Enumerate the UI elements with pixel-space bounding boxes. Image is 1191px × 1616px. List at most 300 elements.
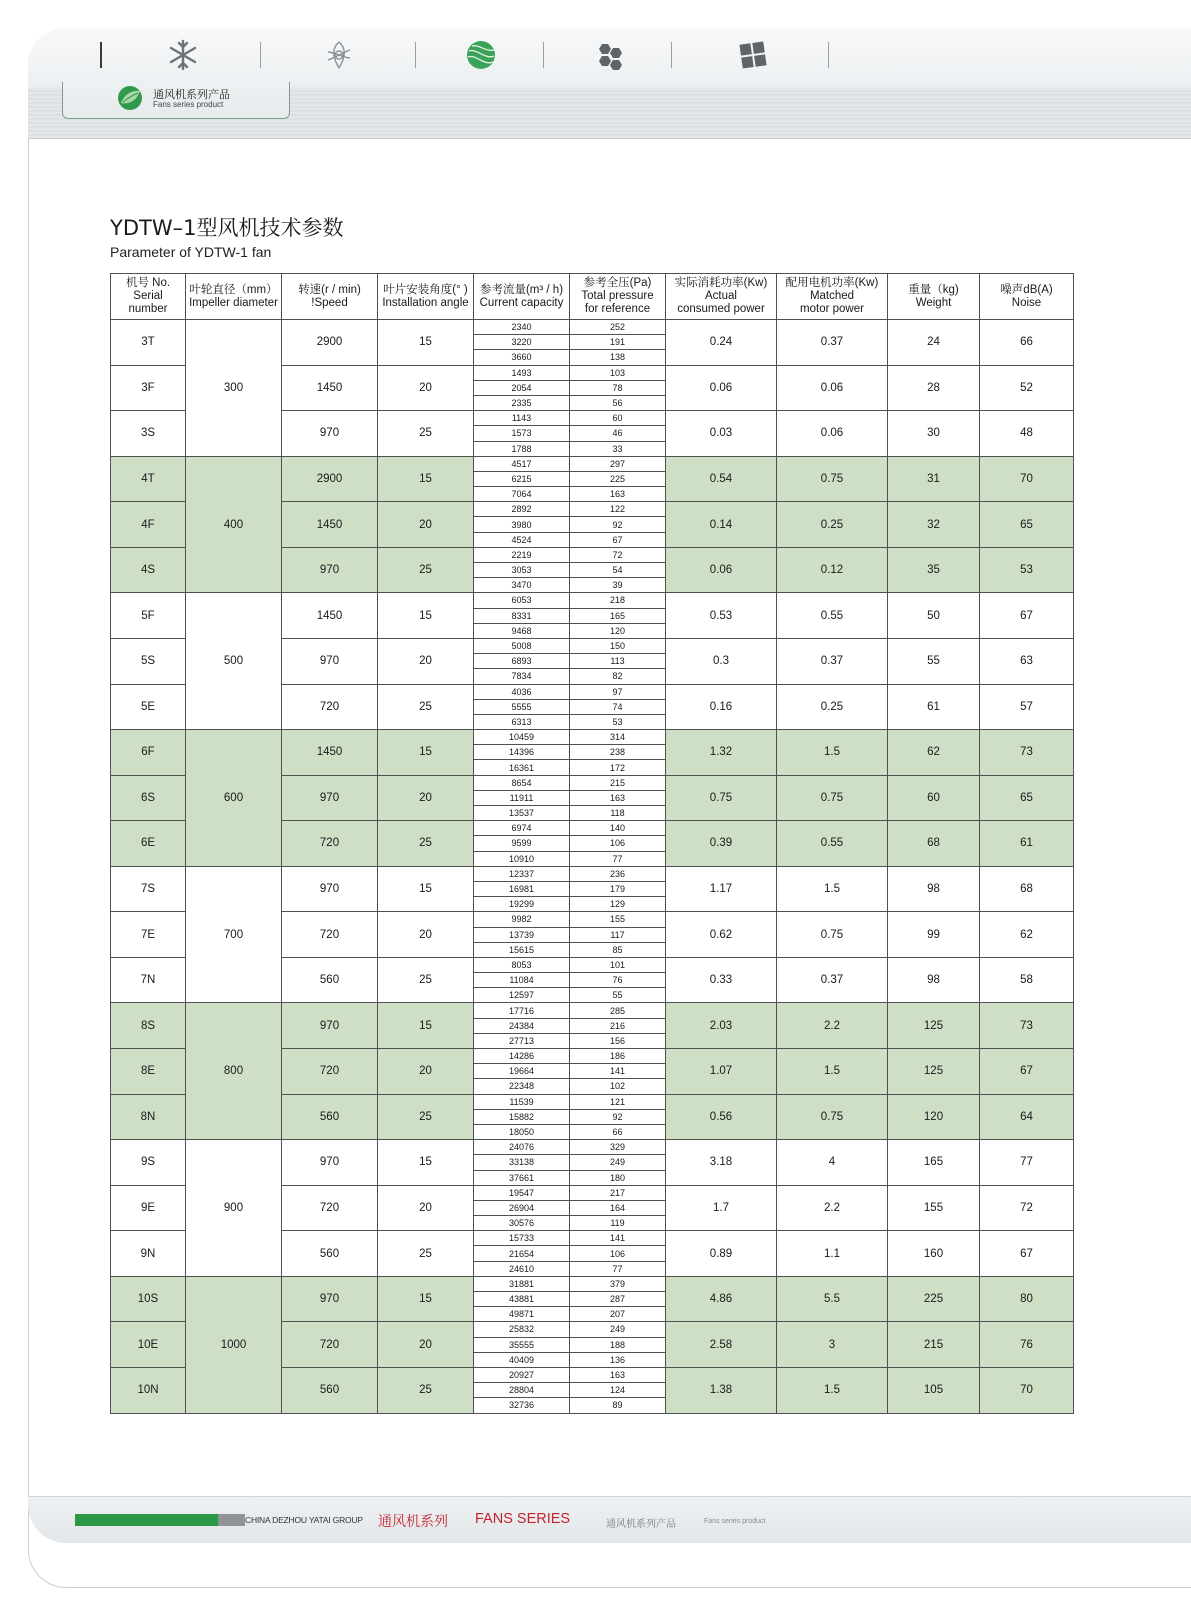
actual-power-cell: 0.54: [666, 456, 777, 502]
actual-power-cell: 0.39: [666, 821, 777, 867]
flow-cell: 11539: [474, 1094, 570, 1109]
flow-cell: 2219: [474, 547, 570, 562]
installation-angle-cell: 15: [378, 866, 474, 912]
installation-angle-cell: 20: [378, 1049, 474, 1095]
weight-cell: 120: [888, 1094, 980, 1140]
serial-number-cell: 5F: [111, 593, 186, 639]
flow-cell: 49871: [474, 1307, 570, 1322]
pressure-cell: 113: [570, 654, 666, 669]
motor-power-cell: 0.55: [777, 821, 888, 867]
pressure-cell: 92: [570, 517, 666, 532]
actual-power-cell: 0.62: [666, 912, 777, 958]
column-header-line: motor power: [800, 303, 864, 315]
noise-cell: 52: [980, 365, 1074, 411]
column-header-line: 实际消耗功率(Kw): [674, 277, 768, 289]
motor-power-cell: 1.5: [777, 1049, 888, 1095]
motor-power-cell: 1.1: [777, 1231, 888, 1277]
flow-cell: 35555: [474, 1337, 570, 1352]
pressure-cell: 72: [570, 547, 666, 562]
page-subtitle: Parameter of YDTW-1 fan: [110, 244, 272, 260]
pressure-cell: 180: [570, 1170, 666, 1185]
flow-cell: 15733: [474, 1231, 570, 1246]
installation-angle-cell: 20: [378, 775, 474, 821]
motor-power-cell: 0.25: [777, 684, 888, 730]
speed-cell: 560: [282, 1231, 378, 1277]
installation-angle-cell: 15: [378, 456, 474, 502]
pressure-cell: 215: [570, 775, 666, 790]
speed-cell: 720: [282, 684, 378, 730]
impeller-diameter-cell: 700: [186, 866, 282, 1003]
icon-toolbar: [100, 38, 860, 72]
separator: [415, 42, 416, 68]
weight-cell: 215: [888, 1322, 980, 1368]
actual-power-cell: 1.17: [666, 866, 777, 912]
footer-series-en: FANS SERIES: [475, 1511, 571, 1527]
flow-cell: 11911: [474, 790, 570, 805]
noise-cell: 77: [980, 1140, 1074, 1186]
weight-cell: 155: [888, 1185, 980, 1231]
pressure-cell: 297: [570, 456, 666, 471]
pressure-cell: 155: [570, 912, 666, 927]
speed-cell: 1450: [282, 730, 378, 776]
flow-cell: 30576: [474, 1216, 570, 1231]
pressure-cell: 118: [570, 806, 666, 821]
installation-angle-cell: 20: [378, 1185, 474, 1231]
weight-cell: 225: [888, 1276, 980, 1322]
weight-cell: 105: [888, 1367, 980, 1413]
pressure-cell: 141: [570, 1064, 666, 1079]
motor-power-cell: 0.75: [777, 912, 888, 958]
pressure-cell: 60: [570, 411, 666, 426]
noise-cell: 58: [980, 957, 1074, 1003]
speed-cell: 2900: [282, 320, 378, 366]
footer-product-cn: 通风机系列产品: [606, 1519, 676, 1530]
speed-cell: 970: [282, 638, 378, 684]
column-header-line: consumed power: [677, 303, 765, 315]
actual-power-cell: 0.33: [666, 957, 777, 1003]
motor-power-cell: 2.2: [777, 1185, 888, 1231]
brand-leaf-logo-icon: [117, 85, 143, 111]
flow-cell: 8331: [474, 608, 570, 623]
serial-number-cell: 6F: [111, 730, 186, 776]
flow-cell: 18050: [474, 1124, 570, 1139]
motor-power-cell: 0.55: [777, 593, 888, 639]
tab-title-cn: 通风机系列产品: [153, 88, 230, 101]
table-body: [111, 320, 1074, 1414]
pressure-cell: 120: [570, 623, 666, 638]
pressure-cell: 78: [570, 380, 666, 395]
speed-cell: 970: [282, 411, 378, 457]
flow-cell: 26904: [474, 1200, 570, 1215]
motor-power-cell: 0.75: [777, 456, 888, 502]
pressure-cell: 54: [570, 563, 666, 578]
flow-cell: 6215: [474, 471, 570, 486]
pressure-cell: 106: [570, 836, 666, 851]
weight-cell: 30: [888, 411, 980, 457]
motor-power-cell: 5.5: [777, 1276, 888, 1322]
pressure-cell: 249: [570, 1322, 666, 1337]
pressure-cell: 191: [570, 335, 666, 350]
motor-power-cell: 0.37: [777, 957, 888, 1003]
pressure-cell: 76: [570, 973, 666, 988]
pressure-cell: 67: [570, 532, 666, 547]
column-header: [980, 274, 1074, 320]
impeller-diameter-cell: 900: [186, 1140, 282, 1277]
flow-cell: 10910: [474, 851, 570, 866]
motor-power-cell: 0.75: [777, 1094, 888, 1140]
noise-cell: 73: [980, 1003, 1074, 1049]
column-header: [570, 274, 666, 320]
speed-cell: 1450: [282, 502, 378, 548]
actual-power-cell: 1.7: [666, 1185, 777, 1231]
flow-cell: 25832: [474, 1322, 570, 1337]
flow-cell: 22348: [474, 1079, 570, 1094]
weight-cell: 160: [888, 1231, 980, 1277]
installation-angle-cell: 15: [378, 320, 474, 366]
column-header-line: 参考流量(m³ / h): [479, 283, 564, 296]
installation-angle-cell: 20: [378, 1322, 474, 1368]
serial-number-cell: 7E: [111, 912, 186, 958]
column-header-line: Installation angle: [382, 296, 469, 309]
noise-cell: 67: [980, 1231, 1074, 1277]
serial-number-cell: 4F: [111, 502, 186, 548]
flow-cell: 24610: [474, 1261, 570, 1276]
noise-cell: 73: [980, 730, 1074, 776]
flow-cell: 12337: [474, 866, 570, 881]
installation-angle-cell: 15: [378, 1140, 474, 1186]
pressure-cell: 77: [570, 851, 666, 866]
flow-cell: 24076: [474, 1140, 570, 1155]
weight-cell: 60: [888, 775, 980, 821]
serial-number-cell: 4S: [111, 547, 186, 593]
column-header-line: Total pressure: [581, 290, 654, 302]
weight-cell: 28: [888, 365, 980, 411]
speed-cell: 970: [282, 1003, 378, 1049]
pressure-cell: 56: [570, 395, 666, 410]
pressure-cell: 285: [570, 1003, 666, 1018]
column-header-line: Actual: [705, 290, 737, 302]
pressure-cell: 287: [570, 1292, 666, 1307]
serial-number-cell: 5S: [111, 638, 186, 684]
flow-cell: 27713: [474, 1033, 570, 1048]
column-header: [888, 274, 980, 320]
column-header-line: !Speed: [311, 296, 348, 309]
snowflake-icon: [166, 38, 200, 72]
flow-cell: 24384: [474, 1018, 570, 1033]
flow-cell: 19664: [474, 1064, 570, 1079]
pressure-cell: 150: [570, 638, 666, 653]
pressure-cell: 238: [570, 745, 666, 760]
fan-parameter-table: [110, 273, 1074, 1414]
pressure-cell: 121: [570, 1094, 666, 1109]
pressure-cell: 314: [570, 730, 666, 745]
pressure-cell: 119: [570, 1216, 666, 1231]
column-header-line: 参考全压(Pa): [583, 277, 652, 289]
noise-cell: 61: [980, 821, 1074, 867]
column-header-line: 叶片安装角度(° ): [383, 283, 468, 296]
pressure-cell: 236: [570, 866, 666, 881]
motor-power-cell: 0.25: [777, 502, 888, 548]
flow-cell: 9468: [474, 623, 570, 638]
impeller-diameter-cell: 500: [186, 593, 282, 730]
flow-cell: 17716: [474, 1003, 570, 1018]
header-row: [111, 274, 1074, 320]
column-header-line: Current capacity: [479, 296, 564, 309]
weight-cell: 125: [888, 1049, 980, 1095]
serial-number-cell: 6S: [111, 775, 186, 821]
tab-title-en: Fans series product: [153, 100, 224, 109]
pressure-cell: 74: [570, 699, 666, 714]
flow-cell: 3470: [474, 578, 570, 593]
weight-cell: 165: [888, 1140, 980, 1186]
column-header: [111, 274, 186, 320]
pressure-cell: 82: [570, 669, 666, 684]
speed-cell: 1450: [282, 365, 378, 411]
motor-power-cell: 2.2: [777, 1003, 888, 1049]
impeller-diameter-cell: 600: [186, 730, 282, 867]
motor-power-cell: 1.5: [777, 1367, 888, 1413]
installation-angle-cell: 15: [378, 730, 474, 776]
flow-cell: 19547: [474, 1185, 570, 1200]
flow-cell: 9599: [474, 836, 570, 851]
pressure-cell: 156: [570, 1033, 666, 1048]
flow-cell: 10459: [474, 730, 570, 745]
separator: [260, 42, 261, 68]
actual-power-cell: 1.07: [666, 1049, 777, 1095]
pressure-cell: 163: [570, 1367, 666, 1382]
weight-cell: 24: [888, 320, 980, 366]
flow-cell: 4524: [474, 532, 570, 547]
column-header-line: Weight: [915, 296, 952, 309]
flow-cell: 33138: [474, 1155, 570, 1170]
column-header-line: number: [128, 303, 168, 315]
footer-group-name: CHINA DEZHOU YATAI GROUP: [245, 1515, 363, 1525]
pressure-cell: 164: [570, 1200, 666, 1215]
column-header-line: 配用电机功率(Kw): [785, 277, 879, 289]
serial-number-cell: 8N: [111, 1094, 186, 1140]
serial-number-cell: 9E: [111, 1185, 186, 1231]
serial-number-cell: 8S: [111, 1003, 186, 1049]
flow-cell: 2340: [474, 320, 570, 335]
flow-cell: 5008: [474, 638, 570, 653]
pressure-cell: 117: [570, 927, 666, 942]
flow-cell: 21654: [474, 1246, 570, 1261]
motor-power-cell: 0.75: [777, 775, 888, 821]
actual-power-cell: 0.16: [666, 684, 777, 730]
serial-number-cell: 8E: [111, 1049, 186, 1095]
pressure-cell: 129: [570, 897, 666, 912]
pressure-cell: 165: [570, 608, 666, 623]
weight-cell: 98: [888, 866, 980, 912]
pressure-cell: 179: [570, 881, 666, 896]
pressure-cell: 66: [570, 1124, 666, 1139]
speed-cell: 2900: [282, 456, 378, 502]
motor-power-cell: 0.06: [777, 365, 888, 411]
speed-cell: 1450: [282, 593, 378, 639]
pressure-cell: 89: [570, 1398, 666, 1413]
flow-cell: 9982: [474, 912, 570, 927]
flow-cell: 3660: [474, 350, 570, 365]
pressure-cell: 252: [570, 320, 666, 335]
pressure-cell: 188: [570, 1337, 666, 1352]
pressure-cell: 92: [570, 1109, 666, 1124]
pressure-cell: 379: [570, 1276, 666, 1291]
noise-cell: 63: [980, 638, 1074, 684]
column-header: [378, 274, 474, 320]
flow-cell: 15615: [474, 942, 570, 957]
installation-angle-cell: 25: [378, 957, 474, 1003]
weight-cell: 50: [888, 593, 980, 639]
actual-power-cell: 0.56: [666, 1094, 777, 1140]
flow-cell: 6313: [474, 714, 570, 729]
pressure-cell: 249: [570, 1155, 666, 1170]
noise-cell: 65: [980, 775, 1074, 821]
noise-cell: 53: [980, 547, 1074, 593]
flow-cell: 12597: [474, 988, 570, 1003]
weight-cell: 125: [888, 1003, 980, 1049]
flow-cell: 16981: [474, 881, 570, 896]
pressure-cell: 186: [570, 1049, 666, 1064]
actual-power-cell: 0.89: [666, 1231, 777, 1277]
noise-cell: 68: [980, 866, 1074, 912]
table-row: [111, 320, 1074, 335]
pressure-cell: 102: [570, 1079, 666, 1094]
pressure-cell: 163: [570, 487, 666, 502]
installation-angle-cell: 15: [378, 1276, 474, 1322]
motor-power-cell: 0.12: [777, 547, 888, 593]
table-row: [111, 866, 1074, 881]
flow-cell: 7064: [474, 487, 570, 502]
actual-power-cell: 3.18: [666, 1140, 777, 1186]
serial-number-cell: 10E: [111, 1322, 186, 1368]
column-header: [666, 274, 777, 320]
table-header: [111, 274, 1074, 320]
noise-cell: 65: [980, 502, 1074, 548]
pressure-cell: 172: [570, 760, 666, 775]
pressure-cell: 122: [570, 502, 666, 517]
serial-number-cell: 7S: [111, 866, 186, 912]
impeller-diameter-cell: 800: [186, 1003, 282, 1140]
pressure-cell: 163: [570, 790, 666, 805]
column-header-line: Matched: [809, 290, 855, 302]
speed-cell: 560: [282, 957, 378, 1003]
honeycomb-icon: [594, 38, 628, 72]
weight-cell: 55: [888, 638, 980, 684]
motor-power-cell: 0.37: [777, 320, 888, 366]
pressure-cell: 101: [570, 957, 666, 972]
flow-cell: 1143: [474, 411, 570, 426]
actual-power-cell: 0.06: [666, 547, 777, 593]
column-header-line: 重量（kg): [908, 283, 959, 296]
pressure-cell: 103: [570, 365, 666, 380]
table-row: [111, 456, 1074, 471]
noise-cell: 66: [980, 320, 1074, 366]
column-header-line: Serial: [133, 290, 163, 302]
pressure-cell: 77: [570, 1261, 666, 1276]
motor-power-cell: 1.5: [777, 866, 888, 912]
column-header-line: 转速(r / min): [298, 283, 361, 296]
installation-angle-cell: 25: [378, 821, 474, 867]
flow-cell: 4517: [474, 456, 570, 471]
flow-cell: 28804: [474, 1383, 570, 1398]
actual-power-cell: 0.06: [666, 365, 777, 411]
flow-cell: 16361: [474, 760, 570, 775]
impeller-diameter-cell: 1000: [186, 1276, 282, 1413]
noise-cell: 57: [980, 684, 1074, 730]
serial-number-cell: 9S: [111, 1140, 186, 1186]
flow-cell: 15882: [474, 1109, 570, 1124]
section-tab: [62, 82, 290, 119]
installation-angle-cell: 20: [378, 638, 474, 684]
column-header-line: 噪声dB(A): [1000, 283, 1053, 296]
flow-cell: 6053: [474, 593, 570, 608]
actual-power-cell: 1.38: [666, 1367, 777, 1413]
noise-cell: 67: [980, 593, 1074, 639]
flow-cell: 20927: [474, 1367, 570, 1382]
grid-tiles-icon: [736, 38, 770, 72]
flow-cell: 19299: [474, 897, 570, 912]
page-title: YDTW–1型风机技术参数: [110, 216, 344, 240]
speed-cell: 720: [282, 1049, 378, 1095]
speed-cell: 720: [282, 912, 378, 958]
table-row: [111, 1003, 1074, 1018]
speed-cell: 970: [282, 1276, 378, 1322]
leaf-swirl-icon: [322, 38, 356, 72]
noise-cell: 70: [980, 1367, 1074, 1413]
flow-cell: 37661: [474, 1170, 570, 1185]
actual-power-cell: 0.24: [666, 320, 777, 366]
flow-cell: 14286: [474, 1049, 570, 1064]
pressure-cell: 106: [570, 1246, 666, 1261]
installation-angle-cell: 25: [378, 1367, 474, 1413]
motor-power-cell: 1.5: [777, 730, 888, 776]
pressure-cell: 207: [570, 1307, 666, 1322]
actual-power-cell: 1.32: [666, 730, 777, 776]
flow-cell: 5555: [474, 699, 570, 714]
motor-power-cell: 3: [777, 1322, 888, 1368]
flow-cell: 32736: [474, 1398, 570, 1413]
pressure-cell: 46: [570, 426, 666, 441]
column-header-line: 叶轮直径（mm）: [189, 283, 278, 296]
serial-number-cell: 3T: [111, 320, 186, 366]
actual-power-cell: 0.75: [666, 775, 777, 821]
weight-cell: 32: [888, 502, 980, 548]
impeller-diameter-cell: 400: [186, 456, 282, 593]
flow-cell: 43881: [474, 1292, 570, 1307]
pressure-cell: 33: [570, 441, 666, 456]
flow-cell: 3053: [474, 563, 570, 578]
actual-power-cell: 2.58: [666, 1322, 777, 1368]
pressure-cell: 53: [570, 714, 666, 729]
speed-cell: 970: [282, 866, 378, 912]
serial-number-cell: 3F: [111, 365, 186, 411]
actual-power-cell: 0.3: [666, 638, 777, 684]
actual-power-cell: 0.03: [666, 411, 777, 457]
flow-cell: 2335: [474, 395, 570, 410]
pressure-cell: 216: [570, 1018, 666, 1033]
column-header: [186, 274, 282, 320]
speed-cell: 970: [282, 1140, 378, 1186]
noise-cell: 72: [980, 1185, 1074, 1231]
speed-cell: 970: [282, 547, 378, 593]
pressure-cell: 55: [570, 988, 666, 1003]
separator: [100, 42, 102, 68]
pressure-cell: 124: [570, 1383, 666, 1398]
table-row: [111, 593, 1074, 608]
noise-cell: 62: [980, 912, 1074, 958]
installation-angle-cell: 15: [378, 1003, 474, 1049]
speed-cell: 560: [282, 1367, 378, 1413]
